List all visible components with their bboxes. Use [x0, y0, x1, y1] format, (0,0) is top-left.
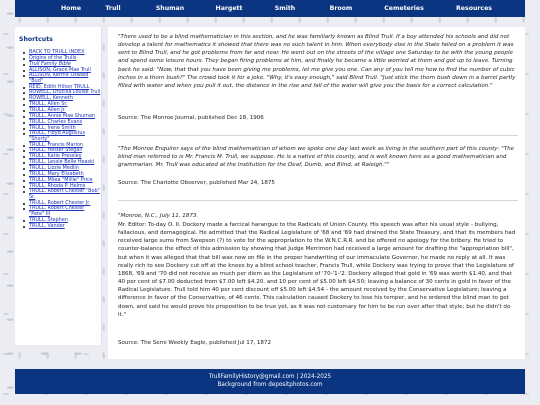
shortcut-link[interactable]: TRULL, Allen Sr.	[29, 101, 68, 108]
list-item	[29, 224, 101, 229]
shortcut-link[interactable]: Origins of the Trulls	[29, 54, 77, 61]
main-content	[108, 27, 525, 359]
shortcut-link[interactable]: TRULL, Robert Chester "Bob" Sr.	[29, 188, 100, 200]
quote-dockery-harangue: Mr. Editor: To-day O. II. Dockery made a farcical harangue to the Radicals of Union County. His speech was after his usual style - bullying, fallacious, and demagogical. He admitted that the Radical Legislature of '68 and '69 had drained the State Treasury, and that its members had received large sums from Swepson (?) to vote for the appropriation to the W.N.C.R.R. and be offered no apology for the bribery. He tried to counter-balance the effect of this admission by showing that Judge Merrimon had received a large amount for drafting the "appropriation bill", but when it was alleged that that bill was now on file in the proper handwriting of our immaculate Governor, he made no reply at all. It was really rich to see Dockery cut off at the knees by a blind school teacher, Francis Trull, while Dockery was trying to prove that the Legislature of 1868, '69 and '70 did not receive as much per diem as the Legislature of '70-'1-'2. Dockery alleged that gold in '69 was worth $1.40, and that 40 per cent of $7.00 deducted from $7.00 left $4.20, and 10 per cent of $5.00 left $4.50; leaving a balance of 30 cents in gold in favor of the Radical Legislature. Trull told him 40 per cent discount off $5.00 left $4.54 - the amount received by the Conservative Legislature; leaving a difference in favor of the Conservative, of 46 cents. This calculation caused Dockery to lose his temper, and he ordered the blind man to get down, and said he would prove his proposition to be true yet, as it was not customary for him to be run over after that style; but he didn't do it."	[118, 222, 516, 318]
top-navbar	[15, 0, 525, 17]
shortcut-link[interactable]: ROWELL, Drucilla Louise Trull	[29, 89, 101, 96]
shortcut-link[interactable]: TRULL, Allen Jr.	[29, 107, 66, 113]
shortcut-link[interactable]: TRULL, Floyd Augustus "Shorty"	[29, 130, 86, 142]
shortcut-link[interactable]: Trull Family Bible	[29, 60, 71, 67]
quote-monroe-enquirer: "The Monroe Enquirer says of the blind mathematician of whom we spoke one day last week as living in the southern part of this county: "The blind man referred to is Mr. Francis M. Trull, we suppose. He is a native of this county, and is well known here as a good mathematician and grammarian. Mr. Trull was educated at the Institution for the Deaf, Dumb, and Blind, at Raleigh.""	[118, 146, 515, 169]
shortcut-link[interactable]: BACK TO TRULL INDEX	[29, 49, 85, 55]
quote-blind-trull: "There used to be a blind mathematician in this section, and he was familiarly known as Blind Trull. If a boy attended his schools and did not develop a talent for mathematics it showed that there was no such talent in him. When everybody else in the State failed on a problem it was sent to Blind Trull, and he got problems from far and near. He went out on the streets of the village one Saturday to be with the young people and spend some leisure hours. They began firing problems at him, and finally he became a little worried at them and got up to leave. Turning back he said: "Now, that that you have been giving me problems, let me give you one. Can any of you tell me how to find the number of cubic inches in a thorn bush?" The crowd took it for a joke. "Why, it's easy enough," said Blind Trull. "Just stick the thorn bush down in a barrel partly filled with water and when you pull it out, the distance in the rise and fall of the water will give you the basis for a correct calculation."	[118, 34, 516, 89]
nav-broom[interactable]: Broom	[329, 5, 353, 12]
shortcut-link[interactable]: ALLISON, Grace Mae Trull	[29, 66, 91, 73]
shortcut-link[interactable]: TRULL, Lizzie Medlin	[29, 165, 79, 171]
shortcut-link[interactable]: TRULL, Stephen	[29, 216, 68, 223]
nav-cemeteries[interactable]: Cemeteries	[384, 5, 424, 12]
footer-credit: Background from depositphotos.com	[217, 382, 323, 388]
sidebar	[15, 27, 102, 345]
source-monroe-journal: Source: The Monroe Journal, published Dec 18, 1906	[118, 115, 264, 121]
shortcut-link[interactable]: TRULL, Irene Smith	[29, 124, 76, 131]
shortcut-link[interactable]: TRULL, Robert Chester Jr.	[29, 199, 91, 206]
shortcut-link[interactable]: TRULL, Charles Evans	[29, 118, 83, 125]
list-item	[29, 73, 101, 84]
quote-dockery-header: "Monroe, N.C., July 11, 1873.	[118, 213, 199, 219]
sidebar-title: Shortcuts	[19, 36, 53, 43]
nav-smith[interactable]: Smith	[274, 5, 296, 12]
shortcut-link[interactable]: TRULL, Hester Stegall	[29, 147, 83, 154]
nav-trull[interactable]: Trull	[105, 5, 121, 12]
shortcut-link[interactable]: TRULL, Mary Elizabeth	[29, 170, 84, 177]
nav-home[interactable]: Home	[60, 5, 82, 12]
nav-hargett[interactable]: Hargett	[215, 5, 243, 12]
list-item	[29, 189, 101, 200]
divider	[118, 135, 518, 136]
shortcut-link[interactable]: TRULL, Francis Marion	[29, 141, 83, 148]
shortcut-link[interactable]: ALLISON, Kermit Oswald "Bud"	[29, 72, 89, 84]
shortcut-link[interactable]: TRULL, Milea "Millie" Price	[29, 176, 93, 183]
footer	[15, 369, 525, 394]
shortcut-link[interactable]: ROWELL, Kenneth	[29, 95, 73, 102]
shortcut-list	[15, 50, 101, 229]
shortcut-link[interactable]: TRULL, Robert Chester "Pete" III	[29, 205, 85, 217]
shortcut-link[interactable]: TRULL, Vander	[29, 222, 65, 229]
shortcut-link[interactable]: REID, Edith Hilton TRULL	[29, 83, 90, 90]
shortcut-link[interactable]: TRULL, Rhoda P. Helms	[29, 182, 86, 189]
shortcut-link[interactable]: TRULL, Annie Mae Shuman	[29, 112, 95, 119]
shortcut-link[interactable]: TRULL, Lessie Belle Heaski	[29, 159, 95, 166]
divider	[118, 200, 518, 201]
source-charlotte-observer: Source: The Charlotte Observer, published Mar 24, 1875	[118, 180, 275, 186]
shortcut-link[interactable]: TRULL, Katie Pressley	[29, 153, 82, 160]
footer-contact: TrullFamilyHistory@gmail.com | 2024-2025	[208, 374, 332, 380]
list-item	[29, 206, 101, 217]
nav-shuman[interactable]: Shuman	[155, 5, 185, 12]
list-item	[29, 131, 101, 142]
source-semi-weekly-eagle: Source: The Semi Weekly Eagle, published Jul 17, 1872	[118, 340, 271, 346]
nav-resources[interactable]: Resources	[456, 5, 492, 12]
